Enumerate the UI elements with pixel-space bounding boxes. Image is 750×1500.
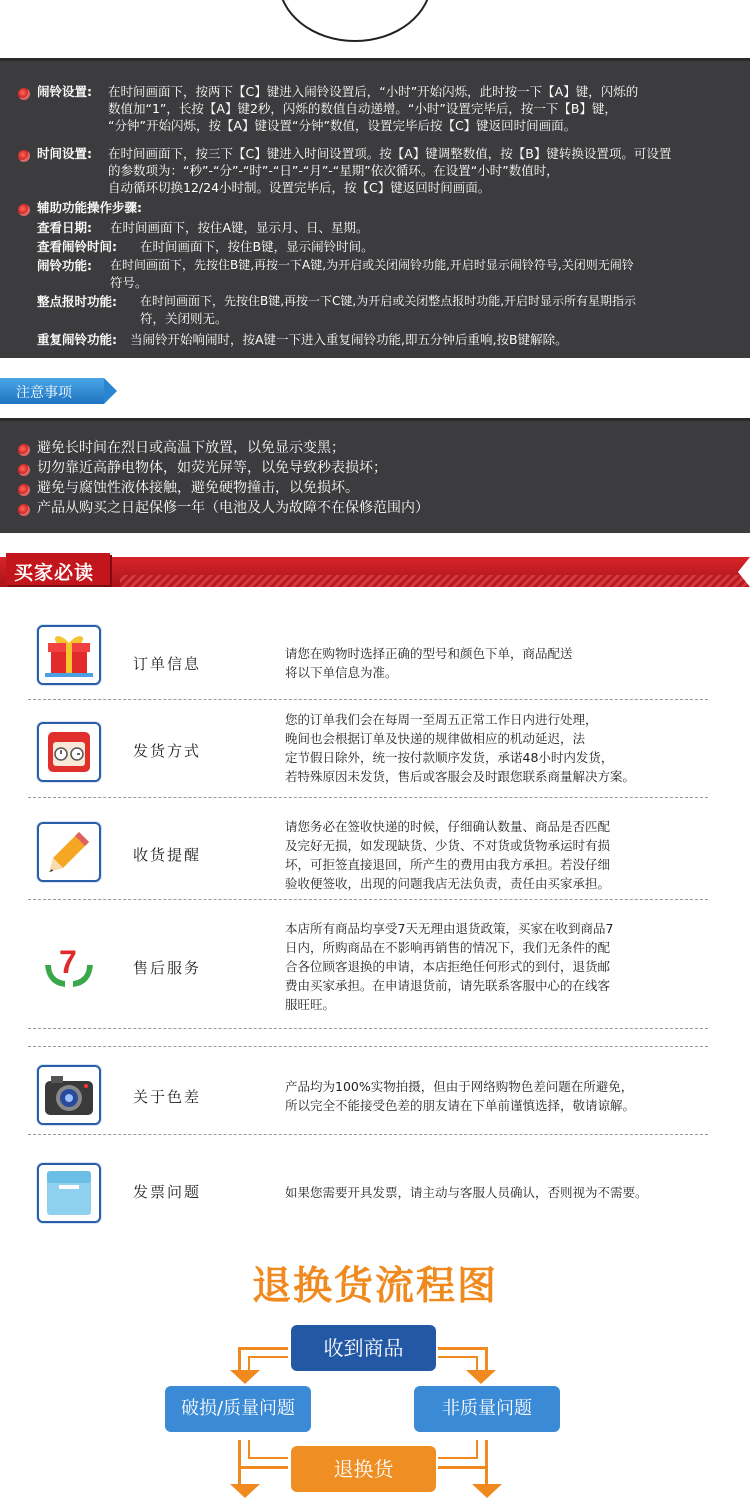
notice-item: 切勿靠近高静电物体，如荧光屏等，以免导致秒表损坏； [37, 460, 387, 476]
aux-item-label: 闹铃功能: [37, 258, 92, 273]
row-divider [28, 797, 708, 798]
flow-step-non-quality: 非质量问题 [414, 1386, 560, 1432]
aux-item-label: 查看闹铃时间: [37, 239, 117, 254]
info-title: 订单信息 [133, 655, 202, 673]
aux-item-text: 在时间画面下，先按住B键,再按一下C键,为开启或关闭整点报时功能,开启时显示所有星期指示 [140, 294, 637, 308]
row-divider [28, 899, 708, 900]
notice-item: 避免与腐蚀性液体接触，避免硬物撞击，以免损坏。 [37, 480, 359, 496]
aux-item-text: 符号。 [110, 275, 148, 290]
tab-arrow-icon [104, 378, 117, 404]
info-text: 日内，所购商品在不影响再销售的情况下，我们无条件的配 [285, 940, 611, 955]
alarm-setting-line: 数值加“1”，长按【A】键2秒，闪烁的数值自动递增。“小时”设置完毕后，按一下【B】键， [108, 101, 617, 116]
bullet-icon [18, 204, 30, 216]
flow-step-exchange: 退换货 [291, 1446, 436, 1492]
alarm-setting-label: 闹铃设置: [37, 84, 92, 99]
time-setting-line: 在时间画面下，按三下【C】键进入时间设置项。按【A】键调整数值，按【B】键转换设置项。可设置 [108, 146, 672, 161]
row-divider [28, 1134, 708, 1135]
bullet-icon [18, 88, 30, 100]
arrow-down-icon [230, 1484, 260, 1498]
aux-heading: 辅助功能操作步骤: [37, 200, 142, 215]
info-text: 产品均为100%实物拍摄，但由于网络购物色差问题在所避免， [285, 1079, 634, 1094]
bullet-icon [18, 464, 30, 476]
info-text: 及完好无损，如发现缺货、少货、不对货或货物承运时有损 [285, 838, 611, 853]
notice-tab-label: 注意事项 [16, 385, 72, 401]
aux-item-label: 整点报时功能: [37, 294, 117, 309]
time-setting-line: 自动循环切换12/24小时制。设置完毕后，按【C】键返回时间画面。 [108, 180, 491, 195]
camera-icon [37, 1065, 101, 1125]
bullet-icon [18, 444, 30, 456]
alarm-setting-line: 在时间画面下，按两下【C】键进入闹铃设置后，“小时”开始闪烁，此时按一下【A】键，闪烁的 [108, 84, 639, 99]
row-divider [28, 1028, 708, 1029]
aux-item-label: 重复闹铃功能: [37, 332, 117, 347]
aux-item-text: 在时间画面下，先按住B键,再按一下A键,为开启或关闭闹铃功能,开启时显示闹铃符号,关闭则无闹铃 [110, 258, 634, 272]
info-text: 请您在购物时选择正确的型号和颜色下单，商品配送 [285, 646, 573, 661]
arrow-down-icon [230, 1370, 260, 1384]
info-text: 您的订单我们会在每周一至周五正常工作日内进行处理， [285, 712, 598, 727]
info-text: 本店所有商品均享受7天无理由退货政策，买家在收到商品7 [285, 921, 614, 936]
arrow-down-icon [472, 1484, 502, 1498]
info-title: 收货提醒 [133, 846, 202, 864]
aux-item-text: 在时间画面下，按住B键，显示闹铃时间。 [140, 239, 374, 254]
buyer-must-read-banner [0, 553, 750, 591]
aux-item-label: 查看日期: [37, 220, 92, 235]
info-text: 验收便签收，出现的问题我店无法负责，责任由买家承担。 [285, 876, 611, 891]
svg-text:7: 7 [59, 944, 77, 980]
pencil-icon [37, 822, 101, 882]
time-setting-line: 的参数项为：“秒”-“分”-“时”-“日”-“月”-“星期”依次循环。在设置“小时”数值时， [108, 163, 559, 178]
info-text: 晚间也会根据订单及快递的规律做相应的机动延迟，法 [285, 731, 586, 746]
alarm-clock-icon [37, 722, 101, 782]
info-text: 请您务必在签收快递的时候，仔细确认数量、商品是否匹配 [285, 819, 611, 834]
flow-step-damaged: 破损/质量问题 [165, 1386, 311, 1432]
seven-days-icon [37, 935, 101, 995]
info-title: 关于色差 [133, 1088, 202, 1106]
instruction-panel [0, 58, 750, 358]
notice-item: 避免长时间在烈日或高温下放置，以免显示变黑； [37, 440, 345, 456]
bullet-icon [18, 150, 30, 162]
info-title: 发票问题 [133, 1183, 202, 1201]
info-text: 服旺旺。 [285, 997, 336, 1012]
arrow-down-icon [466, 1370, 496, 1384]
row-divider [28, 1046, 708, 1047]
aux-item-text: 当闹铃开始响闹时，按A键一下进入重复闹铃功能,即五分钟后重响,按B键解除。 [130, 332, 568, 347]
flow-step-received: 收到商品 [291, 1325, 436, 1371]
row-divider [28, 699, 708, 700]
info-text: 将以下单信息为准。 [285, 665, 398, 680]
aux-item-text: 在时间画面下，按住A键，显示月、日、星期。 [110, 220, 369, 235]
gift-icon [37, 625, 101, 685]
info-text: 所以完全不能接受色差的朋友请在下单前谨慎选择，敬请谅解。 [285, 1098, 636, 1113]
buyer-banner-title: 买家必读 [14, 562, 95, 584]
notice-item: 产品从购买之日起保修一年（电池及人为故障不在保修范围内） [37, 500, 429, 516]
flow-title: 退换货流程图 [251, 1264, 498, 1309]
info-title: 发货方式 [133, 742, 202, 760]
info-text: 若特殊原因未发货，售后或客服会及时跟您联系商量解决方案。 [285, 769, 636, 784]
aux-item-text: 符，关闭则无。 [140, 311, 228, 326]
info-title: 售后服务 [133, 959, 202, 977]
product-outline [278, 0, 432, 42]
invoice-icon [37, 1163, 101, 1223]
alarm-setting-line: “分钟”开始闪烁，按【A】键设置“分钟”数值，设置完毕后按【C】键返回时间画面。 [108, 118, 577, 133]
info-text: 坏，可拒签直接退回，所产生的费用由我方承担。若没仔细 [285, 857, 611, 872]
time-setting-label: 时间设置: [37, 146, 92, 161]
info-text: 费由买家承担。在申请退货前，请先联系客服中心的在线客 [285, 978, 611, 993]
bullet-icon [18, 504, 30, 516]
info-text: 定节假日除外，统一按付款顺序发货，承诺48小时内发货， [285, 750, 614, 765]
bullet-icon [18, 484, 30, 496]
info-text: 合各位顾客退换的申请，本店拒绝任何形式的到付，退货邮 [285, 959, 611, 974]
notice-panel [0, 418, 750, 533]
notice-tab [0, 378, 118, 404]
info-text: 如果您需要开具发票，请主动与客服人员确认，否则视为不需要。 [285, 1185, 648, 1200]
